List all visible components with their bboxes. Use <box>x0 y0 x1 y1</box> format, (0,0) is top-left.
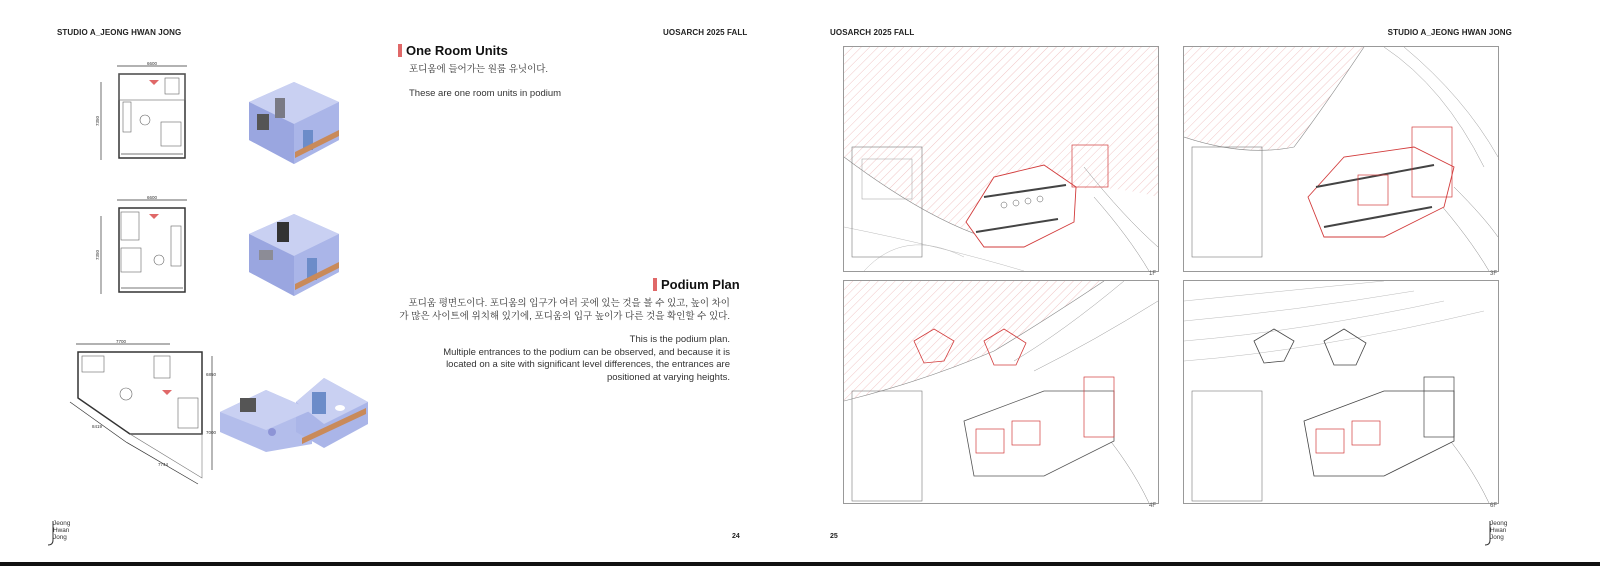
unit3-diag-dim-a: 8419 <box>92 424 103 429</box>
one-room-units-title: One Room Units <box>398 43 508 58</box>
studio-logo: Jeong Hwan Jong <box>48 520 88 546</box>
one-room-units-english: These are one room units in podium <box>409 88 562 99</box>
title-accent-bar <box>653 278 657 291</box>
unit-iso-2 <box>245 210 343 302</box>
unit-iso-1 <box>245 78 343 170</box>
right-page <box>800 0 1600 566</box>
podium-plan-1f <box>843 46 1159 272</box>
unit2-depth-dim: 7350 <box>95 249 100 260</box>
page-number: 25 <box>830 533 838 540</box>
unit3-width-dim: 7700 <box>115 339 127 344</box>
header-course: UOSARCH 2025 FALL <box>830 28 915 37</box>
unit1-width-dim: 6600 <box>146 62 158 66</box>
podium-plan-4f <box>843 280 1159 504</box>
podium-plan-english: This is the podium plan. Multiple entrances to the podium can be observed, and because it is located on a site with significant level differences, the entrances are positioned at varying heights. <box>443 334 730 383</box>
bottom-border <box>0 562 1600 566</box>
title-accent-bar <box>398 44 402 57</box>
floor-label-3f: 3F <box>1490 271 1498 277</box>
podium-plan-title: Podium Plan <box>653 277 740 292</box>
header-studio: STUDIO A_JEONG HWAN JONG <box>1387 28 1512 37</box>
podium-plan-3f <box>1183 46 1499 272</box>
unit3-depth-dim-a: 6850 <box>206 372 216 377</box>
studio-logo: Jeong Hwan Jong <box>1485 520 1525 546</box>
unit3-depth-dim-b: 7000 <box>206 430 216 435</box>
unit-plan-2 <box>95 196 195 298</box>
unit1-depth-dim: 7350 <box>95 115 100 126</box>
podium-plan-6f <box>1183 280 1499 504</box>
podium-plan-korean: 포디움 평면도이다. 포디움의 입구가 여러 곳에 있는 것을 볼 수 있고, 높이 차이 가 많은 사이트에 위치해 있기에, 포디움의 입구 높이가 다른 것을 확인할 수 있다. <box>399 298 730 322</box>
page-number: 24 <box>732 533 740 540</box>
unit3-diag-dim-b: 7744 <box>158 462 169 467</box>
unit-iso-3 <box>216 372 372 454</box>
unit2-width-dim: 6600 <box>146 196 158 200</box>
unit-plan-1 <box>95 62 195 164</box>
one-room-units-korean: 포디움에 들어가는 원룸 유닛이다. <box>409 64 549 75</box>
unit-plan-3 <box>66 338 216 490</box>
floor-label-6f: 6F <box>1490 503 1498 509</box>
floor-label-1f: 1F <box>1149 271 1157 277</box>
header-studio: STUDIO A_JEONG HWAN JONG <box>57 28 182 37</box>
header-course: UOSARCH 2025 FALL <box>663 28 748 37</box>
floor-label-4f: 4F <box>1149 503 1157 509</box>
